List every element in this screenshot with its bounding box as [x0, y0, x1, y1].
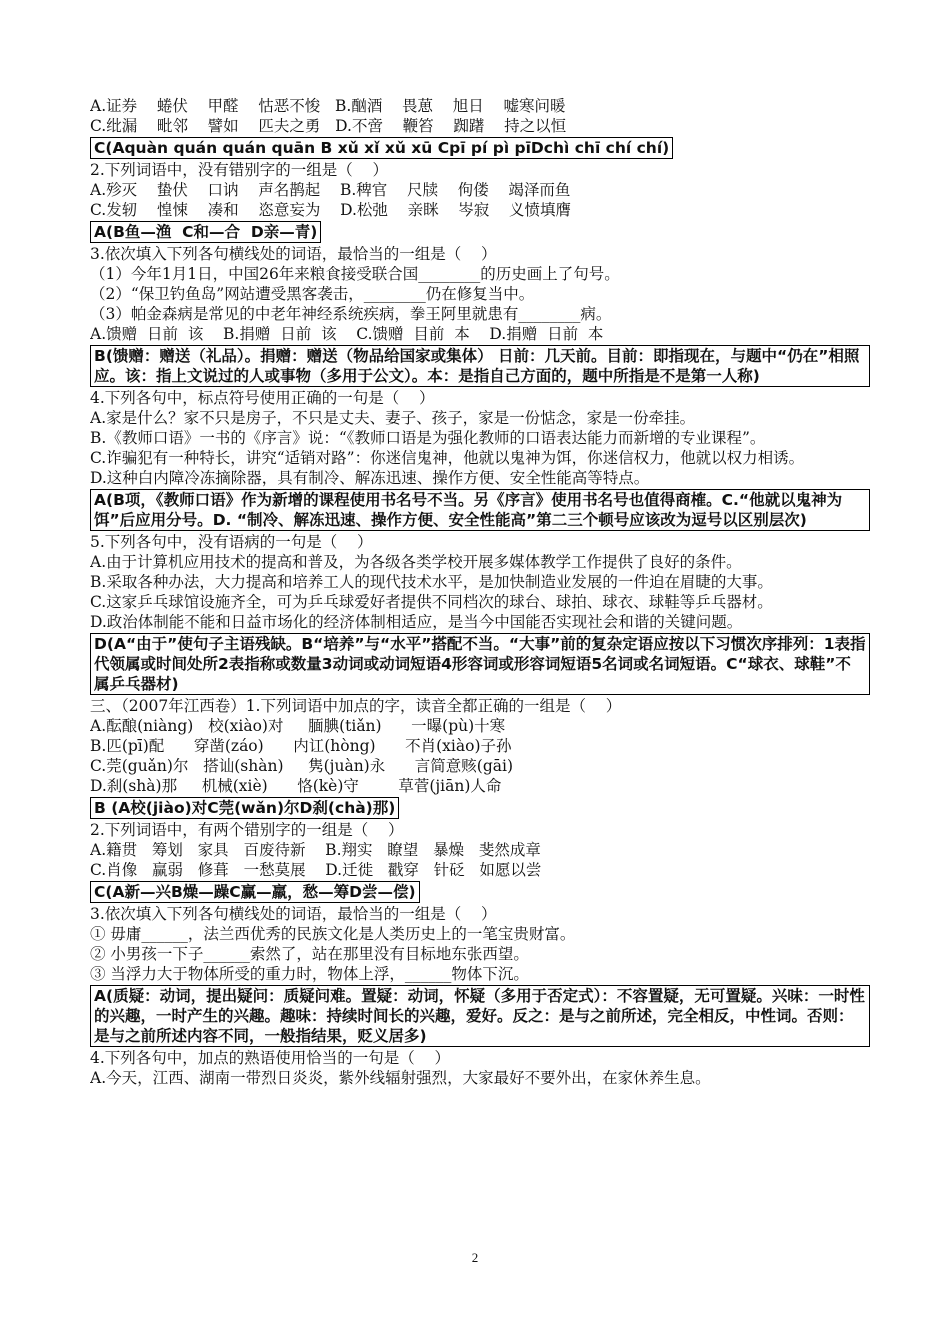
text-line: A.家是什么？家不只是房子，不只是丈夫、妻子、孩子，家是一份惦念，家是一份牵挂。 [90, 409, 696, 427]
answer-line [90, 136, 870, 160]
text-line: ① 毋庸______，法兰西优秀的民族文化是人类历史上的一笔宝贵财富。 [90, 925, 576, 943]
page-number: 2 [471, 1250, 479, 1265]
answer-block [90, 985, 870, 1047]
text-line: C.莞(guǎn)尔 搭讪(shàn) 隽(juàn)永 言简意赅(gāi) [90, 757, 514, 775]
text-line: C.诈骗犯有一种特长，讲究“适销对路”：你迷信鬼神，他就以鬼神为饵，你迷信权力，他就以权力相诱。 [90, 449, 805, 467]
text-line: 3.依次填入下列各句横线处的词语，最恰当的一组是（ ） [90, 245, 497, 263]
text-line: ③ 当浮力大于物体所受的重力时，物体上浮，______物体下沉。 [90, 965, 529, 983]
answer-box: C(A新—兴B燥—躁C赢—羸，愁—筹D尝—偿) [90, 881, 420, 903]
answer-text: B(馈赠：赠送（礼品）。捐赠：赠送（物品给国家或集体） 日前：几天前。目前：即指现在，与题中“仍在”相照应。该：指上文说过的人或事物（多用于公文）。本：是指自己方面的，题中所指是不是第一人称) [94, 347, 860, 385]
text-line: （2）“保卫钓鱼岛”网站遭受黑客袭击，________仍在修复当中。 [90, 285, 535, 303]
answer-line [90, 796, 870, 820]
answer-box: A(B鱼—渔 C和—合 D亲—青) [90, 221, 321, 243]
text-line: 5.下列各句中，没有语病的一句是（ ） [90, 533, 373, 551]
text-line: 2.下列词语中，没有错别字的一组是（ ） [90, 161, 388, 179]
text-line: 4.下列各句中，标点符号使用正确的一句是（ ） [90, 389, 435, 407]
text-line: A.酝酿(niàng) 校(xiào)对 腼腆(tiǎn) 一曝(pù)十寒 [90, 717, 506, 735]
text-line: C.纰漏 毗邻 譬如 匹夫之勇 D.不啻 鞭笞 踟躇 持之以恒 [90, 117, 567, 135]
document-page [90, 96, 870, 1088]
text-line: B.匹(pī)配 穿凿(záo) 内讧(hòng) 不肖(xiào)子孙 [90, 737, 512, 755]
answer-block [90, 345, 870, 387]
text-line: ② 小男孩一下子______索然了，站在那里没有目标地东张西望。 [90, 945, 529, 963]
answer-text: A(B项，《教师口语》作为新增的课程使用书名号不当。另《序言》使用书名号也值得商榷。C.“他就以鬼神为饵”后应用分号。D. “制冷、解冻迅速、操作方便、安全性能高”第二三个顿号应该改为逗号以区别层次) [94, 491, 843, 529]
text-line: A.由于计算机应用技术的提高和普及，为各级各类学校开展多媒体教学工作提供了良好的条件。 [90, 553, 742, 571]
text-line: 三、（2007年江西卷）1.下列词语中加点的字，读音全都正确的一组是（ ） [90, 697, 622, 715]
text-line: D.这种白内障冷冻摘除器，具有制冷、解冻迅速、操作方便、安全性能高等特点。 [90, 469, 650, 487]
text-line: B.《教师口语》一书的《序言》说：“《教师口语是为强化教师的口语表达能力而新增的专业课程”。 [90, 429, 766, 447]
answer-text: D(A“由于”使句子主语残缺。B“培养”与“水平”搭配不当。“大事”前的复杂定语应按以下习惯次序排列：1表指代领属或时间处所2表指称或数量3动词或动词短语4形容词或形容词短语5名词或名词短语。C“球衣、球鞋”不属乒乓器材) [94, 635, 866, 693]
text-line: C.发轫 惶悚 凑和 恣意妄为 D.松弛 亲眯 岑寂 义愤填膺 [90, 201, 571, 219]
text-line: C.这家乒乓球馆设施齐全，可为乒乓球爱好者提供不同档次的球台、球拍、球衣、球鞋等乒乓器材。 [90, 593, 773, 611]
text-line: A.籍贯 筹划 家具 百废待新 B.翔实 瞭望 暴燥 斐然成章 [90, 841, 541, 859]
answer-block [90, 489, 870, 531]
text-line: 3.依次填入下列各句横线处的词语，最恰当的一组是（ ） [90, 905, 497, 923]
text-line: A.殄灭 蛰伏 口讷 声名鹊起 B.稗官 尺牍 佝偻 竭泽而鱼 [90, 181, 571, 199]
text-line: A.馈赠 日前 该 B.捐赠 日前 该 C.馈赠 目前 本 D.捐赠 日前 本 [90, 325, 604, 343]
text-line: D.政治体制能不能和日益市场化的经济体制相适应，是当今中国能否实现社会和谐的关键问题。 [90, 613, 743, 631]
text-line: （1）今年1月1日，中国26年来粮食接受联合国________的历史画上了句号。 [90, 265, 620, 283]
text-line: 4.下列各句中，加点的熟语使用恰当的一句是（ ） [90, 1049, 450, 1067]
text-line: D.刹(shà)那 机械(xiè) 恪(kè)守 草菅(jiān)人命 [90, 777, 502, 795]
text-line: 2.下列词语中，有两个错别字的一组是（ ） [90, 821, 404, 839]
answer-text: A(质疑：动词，提出疑问：质疑问难。置疑：动词，怀疑（多用于否定式）：不容置疑，无可置疑。兴味：一时性的兴趣，一时产生的兴趣。趣味：持续时间长的兴趣，爱好。反之：是与之前所述，完全相反，中性词。否则：是与之前所述内容不同，一般指结果，贬义居多) [94, 987, 865, 1045]
answer-line [90, 220, 870, 244]
answer-line [90, 880, 870, 904]
text-line: A.证券 蜷伏 甲醛 怙恶不悛 B.酗酒 畏葸 旭日 嘘寒问暖 [90, 97, 566, 115]
answer-box: B (A校(jiào)对C莞(wǎn)尔D刹(chà)那) [90, 797, 399, 819]
text-line: B.采取各种办法，大力提高和培养工人的现代技术水平，是加快制造业发展的一件迫在眉睫的大事。 [90, 573, 773, 591]
answer-block [90, 633, 870, 695]
text-line: A.今天，江西、湖南一带烈日炎炎，紫外线辐射强烈，大家最好不要外出，在家休养生息。 [90, 1069, 711, 1087]
answer-box: C(Aquàn quán quán quān B xǔ xǐ xǔ xū Cpī pí pì pīDchì chī chí chí) [90, 137, 673, 159]
text-line: （3）帕金森病是常见的中老年神经系统疾病，拳王阿里就患有________病。 [90, 305, 612, 323]
text-line: C.肖像 赢弱 修葺 一愁莫展 D.迁徙 戳穿 针砭 如愿以尝 [90, 861, 542, 879]
